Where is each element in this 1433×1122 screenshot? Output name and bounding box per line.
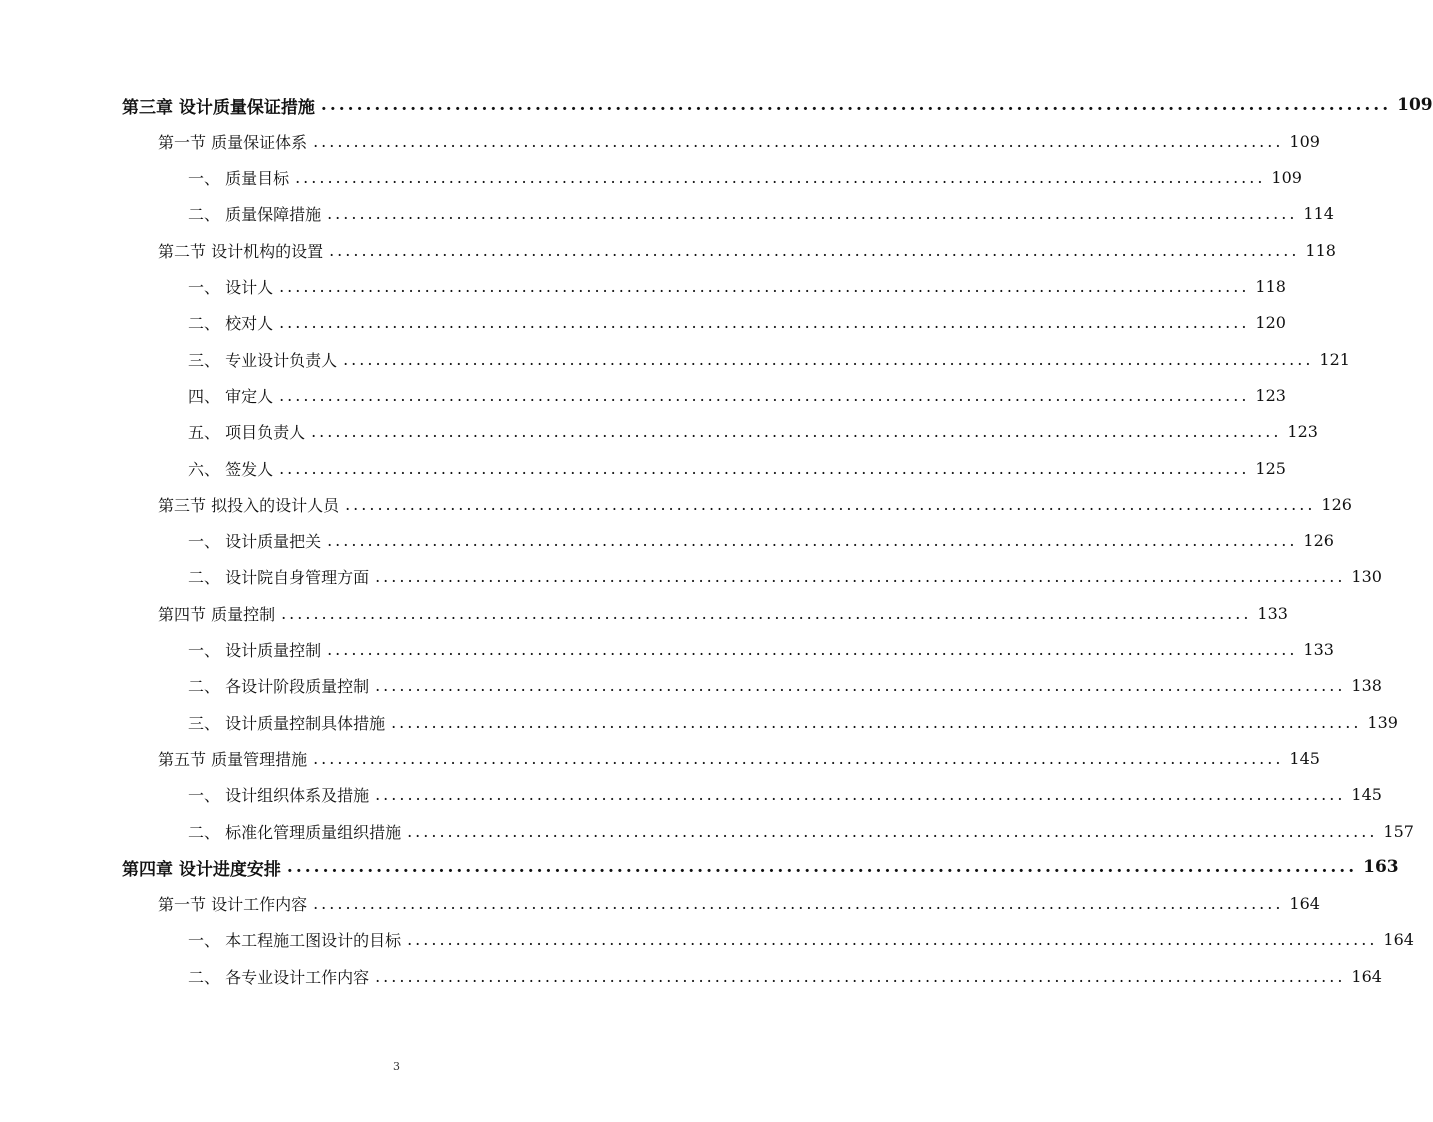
toc-dot-leader: ........................................................................................................................ <box>329 240 1300 260</box>
page-number: 3 <box>393 1060 400 1073</box>
toc-subsection-entry[interactable] <box>188 961 1382 991</box>
toc-dot-leader: ........................................................................................................................ <box>311 422 1282 442</box>
toc-entry-page-number: 125 <box>1255 458 1286 478</box>
toc-dot-leader: ........................................................................................................................ <box>313 748 1284 768</box>
toc-dot-leader: ........................................................................................................................ <box>279 458 1250 478</box>
toc-dot-leader: ........................................................................................................................ <box>327 640 1298 659</box>
toc-dot-leader: ........................................................................................................................ <box>279 277 1250 296</box>
toc-dot-leader: ........................................................................................................................ <box>327 204 1298 224</box>
toc-subsection-entry[interactable] <box>188 816 1414 846</box>
toc-entry-label: 一、 本工程施工图设计的目标 <box>188 931 402 951</box>
toc-dot-leader: ........................................................................................................................ <box>286 857 1358 878</box>
toc-chapter-entry[interactable] <box>122 852 1399 882</box>
toc-entry-label: 第一节 设计工作内容 <box>158 895 308 915</box>
toc-dot-leader: ........................................................................................................................ <box>320 95 1392 115</box>
toc-entry-page-number: 118 <box>1305 240 1336 260</box>
toc-entry-page-number: 164 <box>1351 966 1382 986</box>
toc-entry-label: 第五节 质量管理措施 <box>158 749 308 769</box>
toc-entry-label: 三、 设计质量控制具体措施 <box>188 713 386 733</box>
toc-dot-leader: ........................................................................................................................ <box>345 494 1316 514</box>
toc-section-entry[interactable] <box>158 489 1352 519</box>
toc-subsection-entry[interactable] <box>188 562 1382 592</box>
toc-entry-page-number: 109 <box>1397 95 1433 115</box>
toc-entry-page-number: 114 <box>1303 204 1334 224</box>
toc-entry-page-number: 145 <box>1289 748 1320 768</box>
toc-dot-leader: ........................................................................................................................ <box>281 603 1252 623</box>
toc-subsection-entry[interactable] <box>188 380 1286 410</box>
toc-entry-page-number: 126 <box>1303 531 1334 551</box>
toc-section-entry[interactable] <box>158 126 1320 156</box>
toc-subsection-entry[interactable] <box>188 780 1382 810</box>
toc-entry-label: 三、 专业设计负责人 <box>188 350 338 370</box>
toc-dot-leader: ........................................................................................................................ <box>375 567 1346 587</box>
toc-entry-label: 第三章 设计质量保证措施 <box>122 97 315 118</box>
toc-entry-page-number: 123 <box>1287 422 1318 442</box>
toc-entry-label: 二、 各设计阶段质量控制 <box>188 677 370 697</box>
toc-section-entry[interactable] <box>158 598 1288 628</box>
toc-entry-label: 第二节 设计机构的设置 <box>158 241 324 261</box>
toc-dot-leader: ........................................................................................................................ <box>313 131 1284 151</box>
toc-entry-label: 一、 设计人 <box>188 278 274 297</box>
toc-subsection-entry[interactable] <box>188 635 1334 665</box>
toc-entry-label: 第四章 设计进度安排 <box>122 859 281 880</box>
toc-dot-leader: ........................................................................................................................ <box>313 894 1284 914</box>
toc-entry-page-number: 126 <box>1321 494 1352 514</box>
toc-subsection-entry[interactable] <box>188 308 1286 338</box>
toc-dot-leader: ........................................................................................................................ <box>375 785 1346 805</box>
toc-chapter-entry[interactable] <box>122 90 1433 120</box>
toc-entry-label: 一、 设计组织体系及措施 <box>188 786 370 806</box>
toc-subsection-entry[interactable] <box>188 199 1334 229</box>
toc-section-entry[interactable] <box>158 235 1336 265</box>
toc-entry-page-number: 133 <box>1303 640 1334 659</box>
toc-entry-label: 第三节 拟投入的设计人员 <box>158 495 340 515</box>
toc-entry-label: 第一节 质量保证体系 <box>158 132 308 152</box>
toc-entry-label: 二、 各专业设计工作内容 <box>188 967 370 987</box>
toc-dot-leader: ........................................................................................................................ <box>391 712 1362 732</box>
toc-entry-page-number: 133 <box>1257 603 1288 623</box>
toc-entry-page-number: 118 <box>1255 277 1286 296</box>
toc-entry-page-number: 130 <box>1351 567 1382 587</box>
toc-entry-page-number: 157 <box>1383 821 1414 841</box>
toc-dot-leader: ........................................................................................................................ <box>343 349 1314 369</box>
toc-entry-page-number: 138 <box>1351 676 1382 696</box>
toc-entry-label: 二、 标准化管理质量组织措施 <box>188 822 402 842</box>
toc-subsection-entry[interactable] <box>188 344 1350 374</box>
toc-entry-label: 二、 质量保障措施 <box>188 205 322 225</box>
toc-dot-leader: ........................................................................................................................ <box>407 821 1378 841</box>
toc-entry-page-number: 164 <box>1289 894 1320 914</box>
toc-section-entry[interactable] <box>158 743 1320 773</box>
toc-entry-label: 第四节 质量控制 <box>158 604 276 624</box>
toc-subsection-entry[interactable] <box>188 707 1398 737</box>
toc-entry-page-number: 163 <box>1363 857 1399 878</box>
toc-entry-label: 一、 设计质量控制 <box>188 641 322 660</box>
toc-dot-leader: ........................................................................................................................ <box>327 531 1298 551</box>
toc-dot-leader: ........................................................................................................................ <box>295 168 1266 188</box>
toc-subsection-entry[interactable] <box>188 925 1414 955</box>
toc-subsection-entry[interactable] <box>188 163 1302 193</box>
toc-section-entry[interactable] <box>158 889 1320 919</box>
toc-dot-leader: ........................................................................................................................ <box>375 676 1346 696</box>
toc-subsection-entry[interactable] <box>188 417 1318 447</box>
toc-entry-page-number: 109 <box>1289 131 1320 151</box>
toc-dot-leader: ........................................................................................................................ <box>375 966 1346 986</box>
toc-subsection-entry[interactable] <box>188 272 1286 302</box>
toc-entry-page-number: 139 <box>1367 712 1398 732</box>
toc-subsection-entry[interactable] <box>188 526 1334 556</box>
toc-entry-label: 四、 审定人 <box>188 386 274 406</box>
toc-entry-label: 一、 设计质量把关 <box>188 532 322 552</box>
toc-subsection-entry[interactable] <box>188 671 1382 701</box>
toc-entry-label: 五、 项目负责人 <box>188 423 306 443</box>
toc-entry-page-number: 123 <box>1255 385 1286 405</box>
toc-dot-leader: ........................................................................................................................ <box>407 930 1378 950</box>
toc-dot-leader: ........................................................................................................................ <box>279 385 1250 405</box>
toc-entry-page-number: 109 <box>1271 168 1302 188</box>
toc-entry-page-number: 145 <box>1351 785 1382 805</box>
toc-entry-page-number: 164 <box>1383 930 1414 950</box>
toc-entry-label: 六、 签发人 <box>188 459 274 479</box>
toc-entry-label: 二、 设计院自身管理方面 <box>188 568 370 588</box>
toc-entry-label: 一、 质量目标 <box>188 169 290 189</box>
toc-subsection-entry[interactable] <box>188 453 1286 483</box>
toc-entry-page-number: 120 <box>1255 313 1286 333</box>
toc-dot-leader: ........................................................................................................................ <box>279 313 1250 333</box>
toc-entry-label: 二、 校对人 <box>188 314 274 334</box>
toc-entry-page-number: 121 <box>1319 349 1350 369</box>
